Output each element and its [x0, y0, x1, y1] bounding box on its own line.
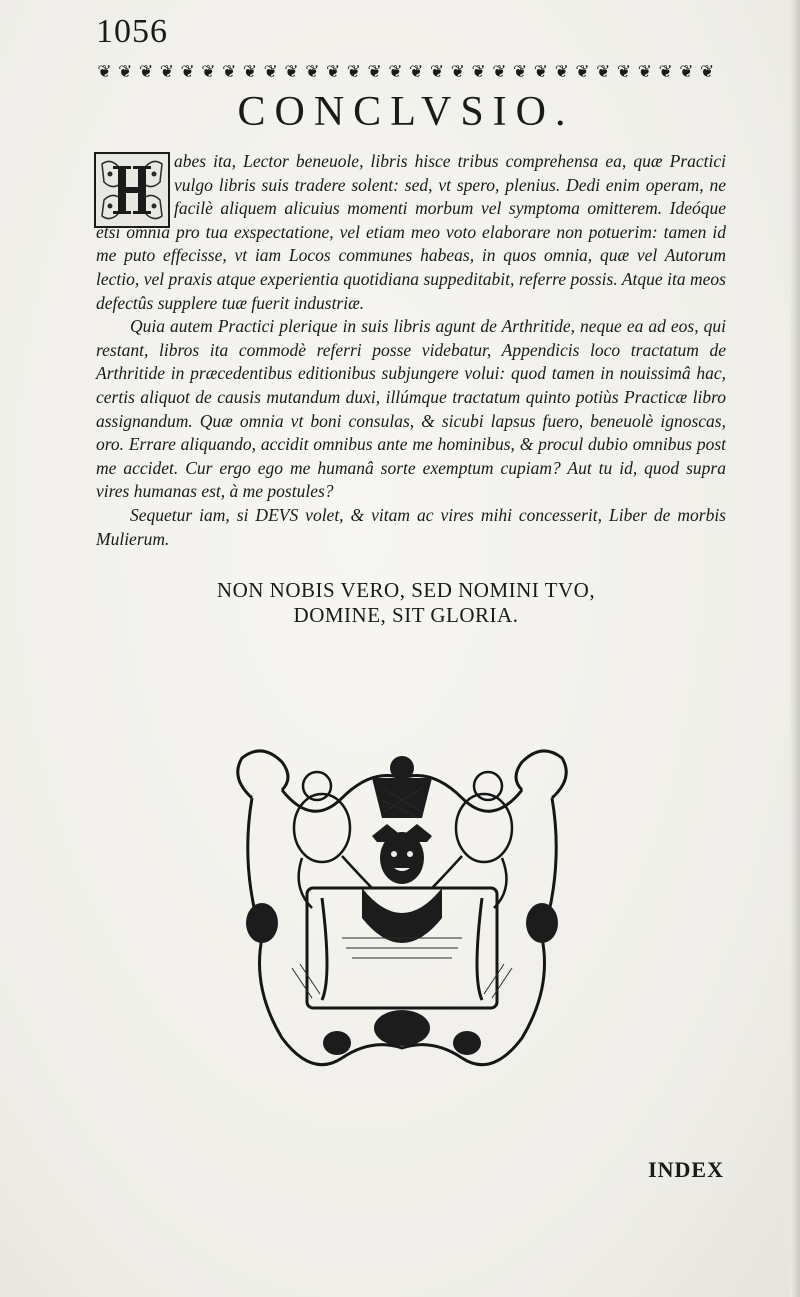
ornament-fleuron: ❦ [97, 62, 112, 81]
ornament-fleuron: ❦ [533, 62, 549, 81]
paragraph-3: Sequetur iam, si DEVS volet, & vitam ac vires mihi concesserit, Liber de morbis Mulierum. [96, 504, 726, 549]
ornament-fleuron: ❦ [367, 62, 382, 81]
ornament-fleuron: ❦ [700, 62, 715, 81]
ornament-fleuron: ❦ [658, 62, 673, 81]
ornament-fleuron: ❦ [637, 62, 652, 81]
ornament-fleuron: ❦ [305, 62, 320, 81]
ornament-fleuron: ❦ [616, 62, 632, 81]
paragraph-2: Quia autem Practici plerique in suis libris agunt de Arthritide, neque ea ad eos, qui restant, libros ita commodè referri posse videbatur, Appendicis loco tractatum de Arthritide in præcedentibus editionibus subjungere volui: quod tamen in nouissimâ hac, certis aliquot de causis mutandum duxi, illúmque tractatum quinto potiùs Practicæ libro assignandum. Quæ omnia vt boni consulas, & sicubi lapsus fuero, beneuolè ignoscas, oro. Errare aliquando, accidit omnibus ante me hominibus, & procul dubio omnibus post me accidet. Cur ergo ego me humanâ sorte exemptum cupiam? Aut tu id, quod supra vires humanas est, à me postules? [96, 316, 726, 502]
ornament-fleuron: ❦ [409, 62, 424, 81]
ornament-fleuron: ❦ [263, 62, 278, 81]
ornament-border [96, 62, 716, 82]
paragraph-1: abes ita, Lector beneuole, libris hisce tribus comprehensa ea, quæ Practici vulgo libris suis tradere solent: sed, vt spero, plenius. Dedi enim operam, ne facilè aliquem alicuius momenti morbum vel symptoma omitterem. Ideóque etsi omnia pro tua exspectatione, vel etiam meo voto elaborare non potuerim: tamen id me puto effecisse, vt iam Locos communes habeas, in quos omnia, quæ vel Autorum lectio, vel praxis atque experientia quotidiana suppeditabit, referre possis. Atque ita meos defectûs supplere tuæ fuerit industriæ. [96, 151, 726, 313]
ornament-fleuron: ❦ [471, 62, 486, 81]
ornament-fleuron: ❦ [325, 62, 341, 81]
ornament-fleuron: ❦ [554, 62, 569, 81]
ornament-fleuron: ❦ [159, 62, 174, 81]
closing-motto [96, 578, 716, 628]
ornament-fleuron: ❦ [596, 62, 611, 81]
ornament-fleuron: ❦ [388, 62, 403, 81]
ornament-fleuron: ❦ [492, 62, 507, 81]
ornament-fleuron: ❦ [201, 62, 216, 81]
ornament-fleuron: ❦ [513, 62, 528, 81]
ornament-fleuron: ❦ [679, 62, 694, 81]
ornament-fleuron: ❦ [575, 62, 590, 81]
ornament-fleuron: ❦ [346, 62, 361, 81]
ornament-fleuron: ❦ [138, 62, 154, 81]
page-edge [790, 0, 800, 1297]
ornament-fleuron: ❦ [180, 62, 195, 81]
ornament-fleuron: ❦ [222, 62, 237, 81]
tailpiece-woodcut [222, 738, 582, 1083]
motto-line-2: DOMINE, SIT GLORIA. [293, 603, 519, 627]
ornament-fleuron: ❦ [450, 62, 465, 81]
ornament-fleuron: ❦ [242, 62, 258, 81]
page-number: 1056 [96, 13, 168, 50]
ornament-fleuron: ❦ [284, 62, 299, 81]
motto-line-1: NON NOBIS VERO, SED NOMINI TVO, [216, 578, 596, 602]
catchword: INDEX [648, 1157, 724, 1182]
ornament-fleuron: ❦ [118, 62, 133, 81]
page-title: CONCLVSIO. [237, 89, 575, 135]
conclusion-text [96, 150, 726, 551]
ornament-fleuron: ❦ [429, 62, 445, 81]
